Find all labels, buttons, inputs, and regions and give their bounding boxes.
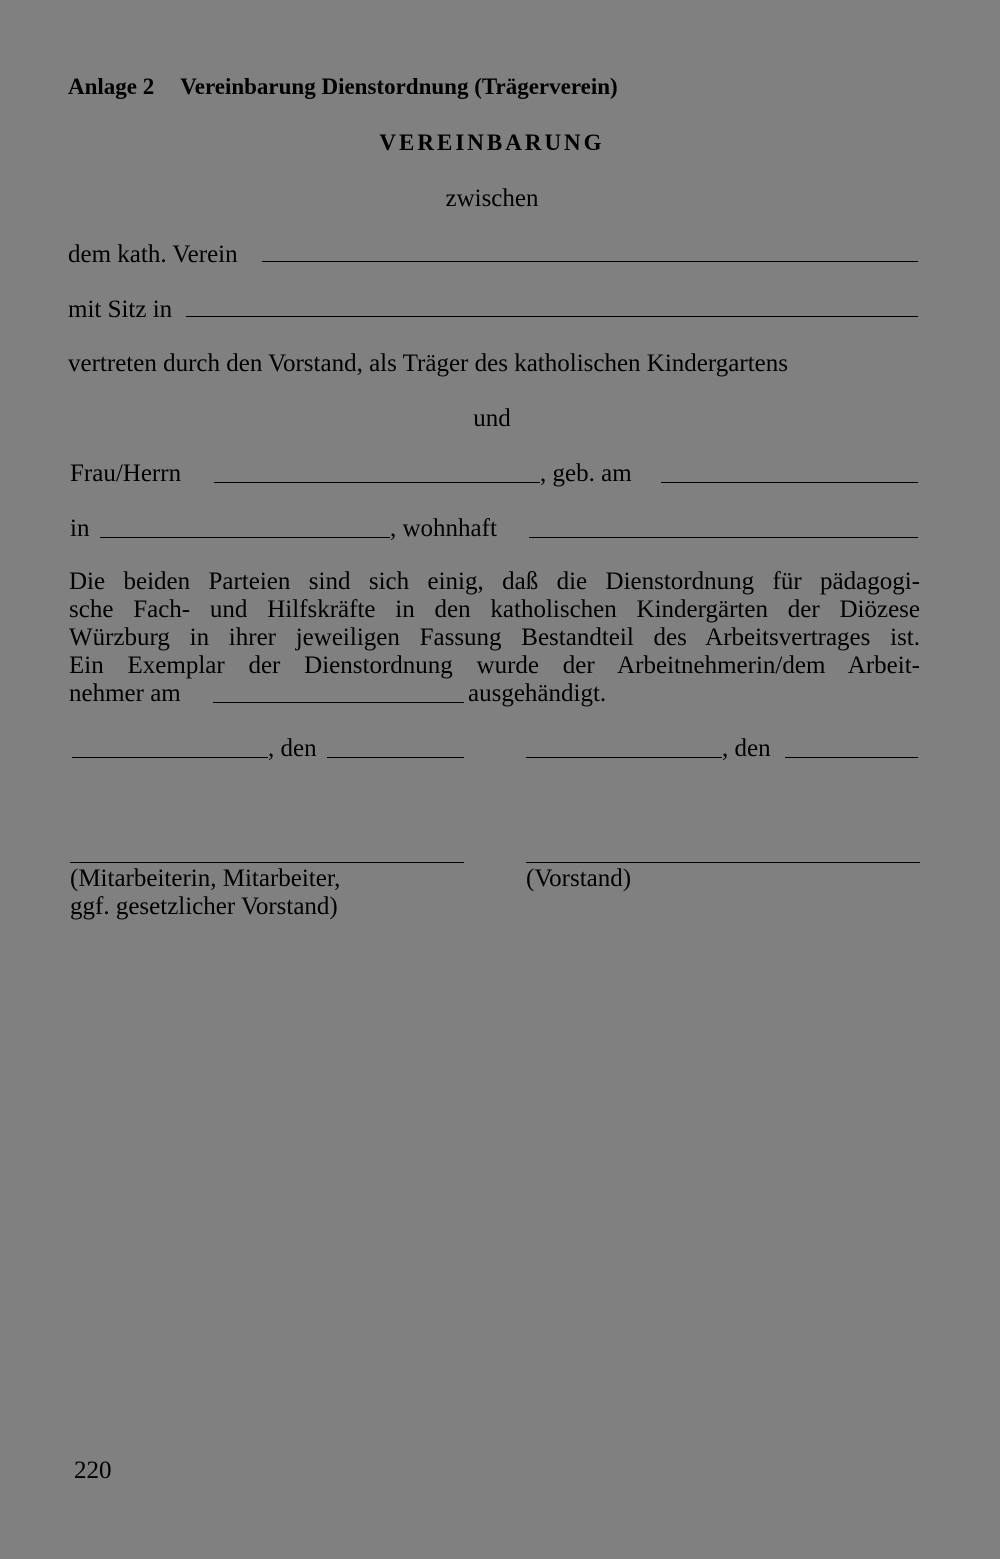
- page-header: [68, 74, 618, 100]
- handover-prefix: nehmer am: [69, 680, 181, 707]
- sitz-label: mit Sitz in: [68, 296, 173, 323]
- birthplace-line[interactable]: [100, 537, 390, 538]
- birth-label: , geb. am: [540, 460, 632, 487]
- appendix-label: Anlage 2: [68, 74, 155, 99]
- representation-text: vertreten durch den Vorstand, als Träger des katholischen Kindergartens: [68, 350, 788, 377]
- sitz-field-line[interactable]: [186, 316, 918, 317]
- between-text: zwischen: [445, 185, 539, 212]
- board-signature-caption: (Vorstand): [526, 865, 632, 892]
- verein-label: dem kath. Verein: [68, 241, 238, 268]
- agreement-line: Ein Exemplar der Dienstordnung wurde der Arbeitnehmerin/dem Arbeit-: [69, 652, 920, 679]
- employee-caption-line1: (Mitarbeiterin, Mitarbeiter,: [70, 865, 341, 892]
- right-place-line[interactable]: [526, 757, 722, 758]
- left-date-line[interactable]: [327, 757, 464, 758]
- agreement-line: Würzburg in ihrer jeweiligen Fassung Bestandteil des Arbeitsvertrages ist.: [69, 624, 920, 651]
- agreement-paragraph: [69, 568, 920, 680]
- birth-date-line[interactable]: [661, 482, 918, 483]
- document-title: VEREINBARUNG: [379, 130, 605, 155]
- handover-date-line[interactable]: [213, 702, 464, 703]
- left-place-line[interactable]: [72, 757, 268, 758]
- person-label: Frau/Herrn: [70, 460, 182, 487]
- agreement-line: sche Fach- und Hilfskräfte in den katholischen Kindergärten der Diözese: [69, 596, 920, 623]
- employee-signature-caption: [70, 865, 340, 921]
- person-name-line[interactable]: [214, 482, 540, 483]
- page-number: 220: [74, 1457, 112, 1484]
- agreement-line: Die beiden Parteien sind sich einig, daß die Dienstordnung für pädagogi-: [69, 568, 920, 595]
- verein-field-line[interactable]: [262, 261, 918, 262]
- right-den-label: , den: [722, 735, 771, 762]
- header-title: Vereinbarung Dienstordnung (Trägerverein): [180, 74, 618, 99]
- residence-line[interactable]: [529, 537, 918, 538]
- handover-suffix: ausgehändigt.: [468, 680, 607, 707]
- birthplace-label: in: [70, 515, 90, 542]
- and-text: und: [473, 405, 511, 432]
- employee-signature-line[interactable]: [70, 862, 464, 863]
- left-den-label: , den: [268, 735, 317, 762]
- right-date-line[interactable]: [785, 757, 918, 758]
- residence-label: , wohnhaft: [390, 515, 497, 542]
- employee-caption-line2: ggf. gesetzlicher Vorstand): [70, 893, 338, 920]
- board-signature-line[interactable]: [526, 862, 920, 863]
